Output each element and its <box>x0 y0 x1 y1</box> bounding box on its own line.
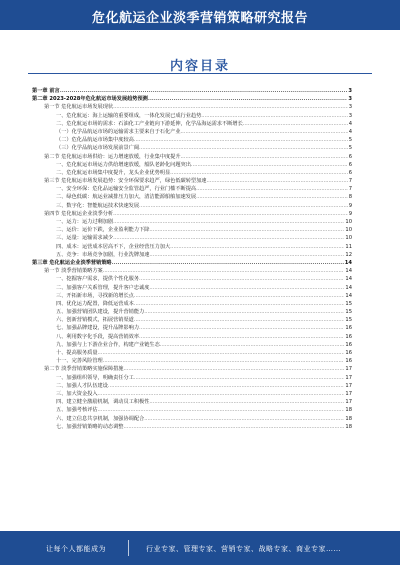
toc-page-number: 14 <box>345 292 352 299</box>
toc-entry-text: 四、建立健全激励机制，调动员工积极性 <box>56 399 150 406</box>
toc-entry-text: 第一节 淡季营销策略方案 <box>44 268 103 275</box>
footer-tagline: 行业专家、管理专家、营销专家、战略专家、商业专家…… <box>146 545 341 553</box>
toc-leader-dots <box>243 120 348 128</box>
toc-page-number: 4 <box>348 120 352 127</box>
toc-leader-dots <box>103 357 345 365</box>
toc-heading: 内容目录 <box>169 59 230 74</box>
toc-entry[interactable] <box>32 349 352 357</box>
toc-entry[interactable] <box>32 136 352 144</box>
toc-page-number: 3 <box>348 88 352 94</box>
toc-page-number: 17 <box>345 374 352 381</box>
toc-page-number: 6 <box>348 153 352 160</box>
toc-entry-text: 第三章 危化航运企业淡季营销策略 <box>32 259 112 266</box>
toc-page-number: 15 <box>345 300 352 307</box>
toc-leader-dots <box>103 267 345 275</box>
toc-entry-text: 五、加强营销团队建设，提升营销能力 <box>56 309 145 316</box>
toc-page-number: 3 <box>348 112 352 119</box>
toc-page-number: 5 <box>348 137 352 144</box>
toc-entry-text: 四、成本：运营成本居高不下，企业经营压力加大 <box>56 243 171 250</box>
toc-entry-text: 十一、完善风险管理 <box>56 358 103 365</box>
toc-page-number: 17 <box>345 366 352 373</box>
toc-leader-dots <box>123 365 344 373</box>
toc-leader-dots <box>148 95 348 103</box>
toc-leader-dots <box>134 300 345 308</box>
toc-entry[interactable] <box>32 300 352 308</box>
toc-leader-dots <box>112 259 344 267</box>
toc-page-number: 14 <box>345 268 352 275</box>
toc-leader-dots <box>139 333 344 341</box>
toc-page-number: 7 <box>348 178 352 185</box>
report-title: 危化航运企业淡季营销策略研究报告 <box>91 11 308 26</box>
toc-page-number: 16 <box>345 358 352 365</box>
toc-entry[interactable] <box>32 153 352 161</box>
toc-entry[interactable] <box>32 398 352 406</box>
toc-entry[interactable] <box>32 95 352 103</box>
toc-entry-text: 七、加强品牌建设，提升品牌影响力 <box>56 325 140 332</box>
toc-page-number: 14 <box>345 276 352 283</box>
toc-leader-dots <box>149 398 344 406</box>
toc-page-number: 3 <box>348 96 352 103</box>
table-of-contents <box>32 87 352 431</box>
toc-page-number: 7 <box>348 186 352 193</box>
toc-entry[interactable] <box>32 144 352 152</box>
toc-entry-text: 第二节 淡季营销策略实施保障措施 <box>44 366 124 373</box>
toc-entry-text: 二、加强客户关系管理，提升客户忠诚度 <box>56 284 150 291</box>
toc-entry[interactable] <box>32 423 352 431</box>
toc-page-number: 14 <box>345 284 352 291</box>
toc-entry-text: 一、运力：运力过剩加剧 <box>56 219 114 225</box>
footer-divider <box>128 540 129 556</box>
toc-entry[interactable] <box>32 243 352 251</box>
toc-leader-dots <box>181 128 348 136</box>
toc-entry[interactable] <box>32 308 352 316</box>
toc-leader-dots <box>144 415 344 423</box>
toc-leader-dots <box>139 324 344 332</box>
toc-page-number: 9 <box>348 202 352 209</box>
toc-entry[interactable] <box>32 292 352 300</box>
toc-entry[interactable] <box>32 193 352 201</box>
toc-entry-text: 三、数字化：智能航运技术快速发展 <box>56 202 140 209</box>
toc-page-number: 18 <box>345 407 352 414</box>
toc-entry-text: 九、加强与上下游企业合作，构建产业链生态 <box>56 341 160 348</box>
toc-leader-dots <box>98 390 345 398</box>
toc-entry-text: 八、利用数字化手段，提高营销效率 <box>56 333 140 340</box>
toc-entry[interactable] <box>32 316 352 324</box>
toc-entry-text: 五、竞争：市场竞争加剧，行业洗牌加速 <box>56 251 150 258</box>
toc-page-number: 10 <box>345 219 352 225</box>
toc-page-number: 17 <box>345 382 352 389</box>
toc-leader-dots <box>201 112 347 120</box>
toc-leader-dots <box>206 177 347 185</box>
toc-leader-dots <box>98 349 345 357</box>
toc-entry-text: 二、危化航运市场集中度提升，龙头企业优势明显 <box>56 169 171 176</box>
toc-entry[interactable] <box>32 415 352 423</box>
toc-entry[interactable] <box>32 284 352 292</box>
toc-entry[interactable] <box>32 324 352 332</box>
toc-page-number: 17 <box>345 390 352 397</box>
toc-entry-text: 三、开拓新市场，寻找新的增长点 <box>56 292 134 299</box>
toc-entry-text: 一、安全环保：危化品运输安全监管趋严，行业门槛不断提高 <box>56 186 197 193</box>
toc-leader-dots <box>160 341 345 349</box>
toc-entry[interactable] <box>32 210 352 218</box>
toc-page-number: 3 <box>348 104 352 111</box>
toc-leader-dots <box>196 193 348 201</box>
toc-page-number: 17 <box>345 399 352 406</box>
toc-entry-text: 三、加大资金投入 <box>56 390 98 397</box>
toc-entry[interactable] <box>32 202 352 210</box>
page-footer <box>0 531 400 565</box>
toc-entry-text: （一）化学品航运市场的运输需求主要来自于石化产业 <box>56 128 181 135</box>
toc-entry[interactable] <box>32 251 352 259</box>
toc-entry[interactable] <box>32 103 352 111</box>
toc-entry[interactable] <box>32 341 352 349</box>
toc-entry-text: 二、加强人才队伍建设 <box>56 382 108 389</box>
toc-page-number: 5 <box>348 145 352 152</box>
toc-leader-dots <box>113 103 348 111</box>
toc-leader-dots <box>134 136 348 144</box>
toc-entry[interactable] <box>32 120 352 128</box>
toc-entry-text: 六、创新营销模式，拓展营销渠道 <box>56 317 134 324</box>
toc-leader-dots <box>98 406 345 414</box>
toc-entry[interactable] <box>32 357 352 365</box>
toc-page-number: 16 <box>345 333 352 340</box>
toc-page-number: 18 <box>345 415 352 422</box>
toc-page-number: 10 <box>345 235 352 242</box>
toc-entry-text: 二、绿色低碳：航运业减排压力加大，清洁能源船舶加速发展 <box>56 194 197 201</box>
toc-leader-dots <box>134 292 345 300</box>
toc-entry-text: 四、优化运力配置，降低运营成本 <box>56 300 134 307</box>
toc-entry-text: 一、危化航运：海上运输的重要组成，一体化发展已成行业趋势 <box>56 112 202 119</box>
toc-entry[interactable] <box>32 112 352 120</box>
toc-entry[interactable] <box>32 259 352 267</box>
toc-page-number: 9 <box>348 210 352 217</box>
toc-divider <box>28 73 372 74</box>
toc-entry-text: 二、危化航运市场的需求：石油化工产业链向下游延伸，化学品海运需求不断增长 <box>56 120 243 127</box>
toc-entry-text: 二、运价：运价下跌，企业盈利能力下降 <box>56 227 150 234</box>
toc-entry[interactable] <box>32 128 352 136</box>
toc-entry-text: 一、危化航运市场运力供给增速放缓，船队老龄化问题突出 <box>56 161 191 168</box>
toc-page-number: 6 <box>348 169 352 176</box>
toc-entry[interactable] <box>32 275 352 283</box>
toc-page-number: 6 <box>348 161 352 168</box>
toc-page-number: 4 <box>348 128 352 135</box>
toc-entry-text: 第四节 危化航运企业淡季分析 <box>44 210 114 217</box>
toc-entry[interactable] <box>32 365 352 373</box>
toc-leader-dots <box>113 234 344 242</box>
toc-entry[interactable] <box>32 406 352 414</box>
toc-page-number: 15 <box>345 317 352 324</box>
toc-entry-text: 三、运量：运输需求减少 <box>56 235 114 242</box>
toc-entry[interactable] <box>32 169 352 177</box>
toc-entry[interactable] <box>32 87 352 95</box>
toc-page-number: 12 <box>345 251 352 258</box>
toc-entry[interactable] <box>32 374 352 382</box>
toc-entry[interactable] <box>32 185 352 193</box>
toc-leader-dots <box>144 308 344 316</box>
toc-leader-dots <box>149 284 344 292</box>
toc-leader-dots <box>196 185 348 193</box>
toc-entry[interactable] <box>32 333 352 341</box>
toc-entry-text: 十、提高服务质量 <box>56 350 98 356</box>
toc-leader-dots <box>113 210 348 218</box>
toc-entry-text: 七、加强营销策略的动态调整 <box>56 423 124 430</box>
toc-entry[interactable] <box>32 267 352 275</box>
toc-leader-dots <box>108 382 345 390</box>
toc-entry-text: （三）化学品航运市场发展前景广阔 <box>56 145 140 152</box>
toc-entry[interactable] <box>32 234 352 242</box>
footer-slogan: 让每个人都能成为 <box>46 545 106 553</box>
toc-entry[interactable] <box>32 226 352 234</box>
toc-entry-text: 一、加强组织领导，明确责任分工 <box>56 374 134 381</box>
toc-leader-dots <box>170 169 348 177</box>
toc-page-number: 14 <box>344 259 352 266</box>
toc-entry-text: 第一章 前言 <box>32 88 60 94</box>
toc-page-number: 18 <box>345 423 352 430</box>
toc-leader-dots <box>134 316 345 324</box>
toc-leader-dots <box>149 226 344 234</box>
toc-entry-text: 第三节 危化航运市场发展趋势：安全环保要求趋严，绿色低碳转型加速 <box>44 178 207 185</box>
toc-page-number: 8 <box>348 194 352 201</box>
toc-page-number: 16 <box>345 350 352 356</box>
toc-entry-text: （二）危化品航运市场集中度较高 <box>56 137 134 144</box>
toc-leader-dots <box>139 144 348 152</box>
toc-leader-dots <box>139 275 344 283</box>
toc-page-number: 10 <box>345 227 352 234</box>
toc-entry[interactable] <box>32 161 352 169</box>
toc-page-number: 15 <box>345 309 352 316</box>
toc-leader-dots <box>149 251 344 259</box>
toc-entry[interactable] <box>32 218 352 226</box>
toc-leader-dots <box>170 243 344 251</box>
toc-leader-dots <box>113 218 344 226</box>
toc-entry[interactable] <box>32 382 352 390</box>
toc-leader-dots <box>181 153 348 161</box>
toc-entry-text: 五、加强考核评估 <box>56 407 98 414</box>
toc-entry-text: 一、挖掘客户需求，提供个性化服务 <box>56 276 140 283</box>
report-header <box>0 0 400 30</box>
toc-entry-text: 第二章 2023-2028年危化航运市场发展趋势预测 <box>32 96 148 103</box>
toc-entry[interactable] <box>32 177 352 185</box>
toc-page-number: 16 <box>345 325 352 332</box>
toc-leader-dots <box>134 374 345 382</box>
toc-leader-dots <box>139 202 348 210</box>
toc-entry-text: 第一节 危化航运市场发展现状 <box>44 104 114 111</box>
toc-entry-text: 第二节 危化航运市场供给：运力增速放缓，行业集中度提升 <box>44 153 181 160</box>
toc-entry[interactable] <box>32 390 352 398</box>
toc-entry-text: 六、建立信息共享机制，加强协调配合 <box>56 415 145 422</box>
toc-leader-dots <box>60 87 348 95</box>
toc-page-number: 11 <box>345 243 352 250</box>
toc-leader-dots <box>123 423 344 431</box>
toc-leader-dots <box>191 161 348 169</box>
toc-page-number: 16 <box>345 341 352 348</box>
